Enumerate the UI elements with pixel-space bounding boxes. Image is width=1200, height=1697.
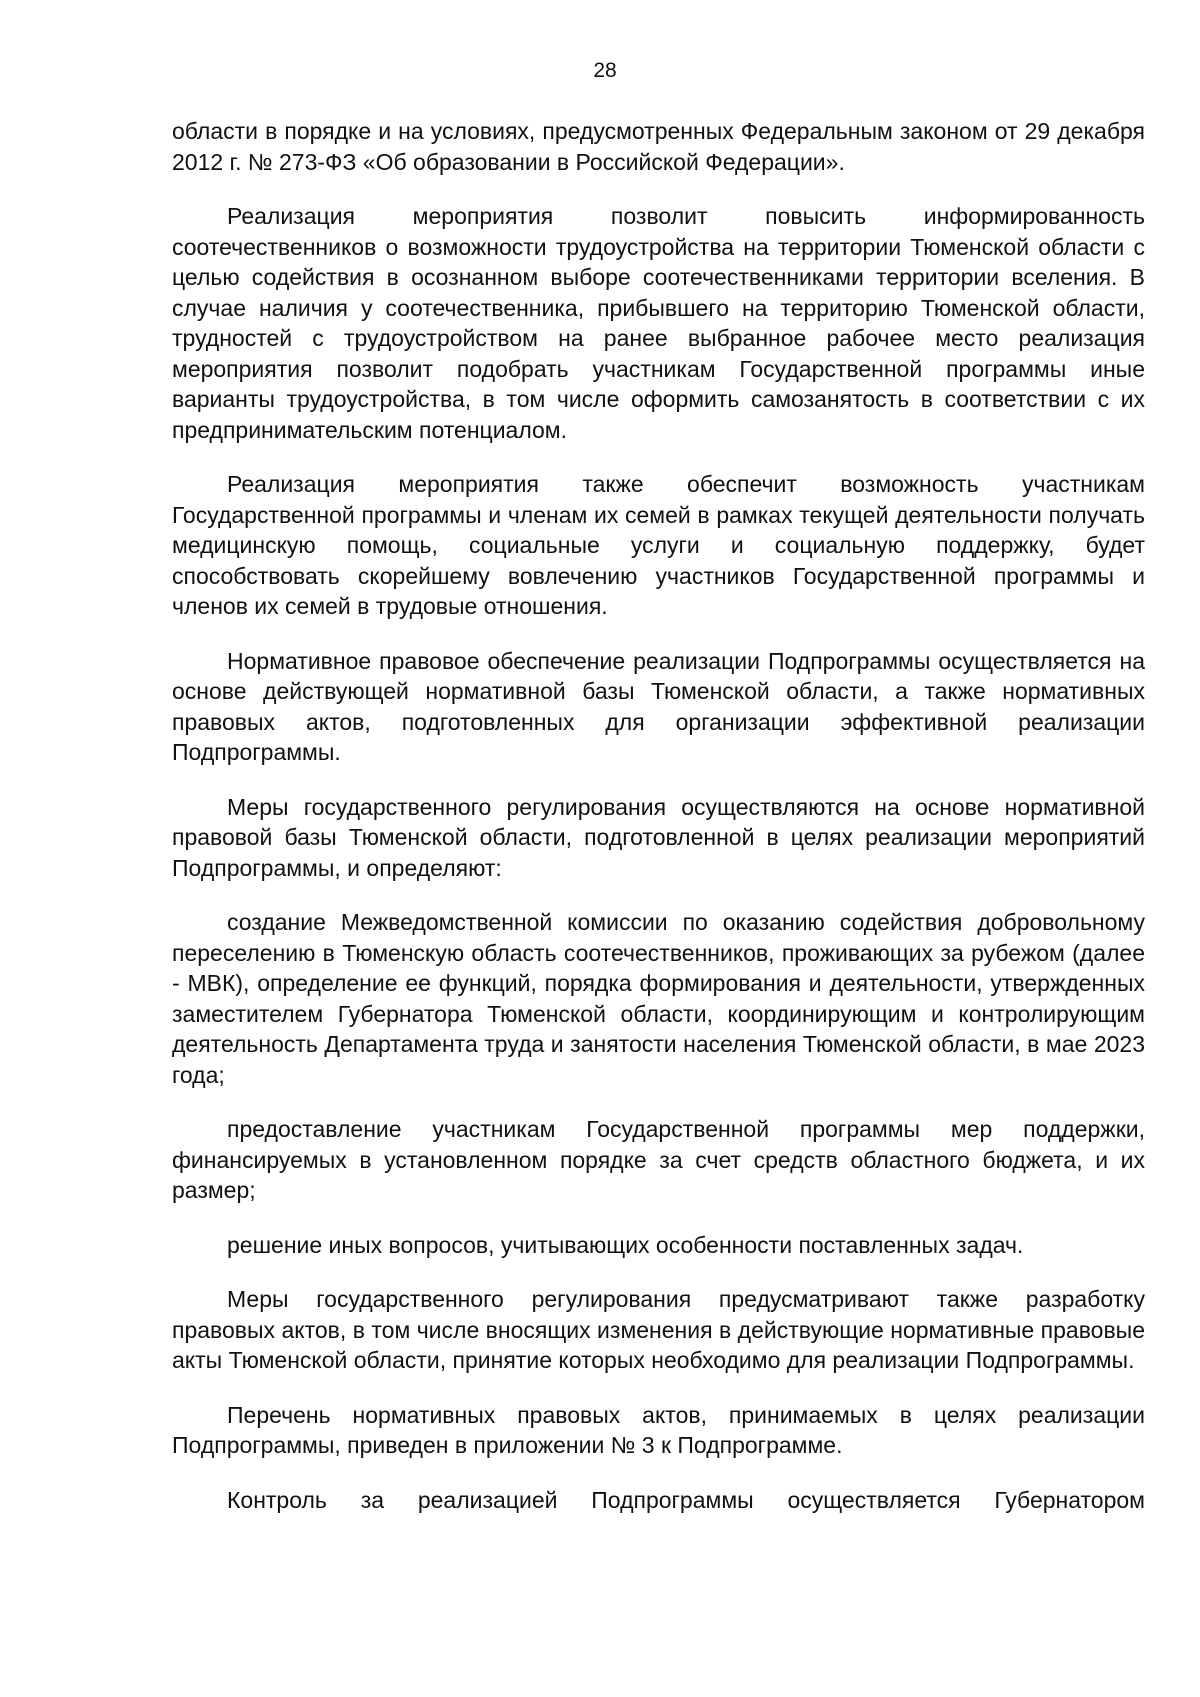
paragraph-2: Реализация мероприятия позволит повысить информированность соотечественников о возможности трудоустройства на территории Тюменской области с целью содействия в осознанном выборе соотечественниками территории вселения. В случае наличия у соотечественника, прибывшего на территорию Тюменской области, трудностей с трудоустройством на ранее выбранное рабочее место реализация мероприятия позволит подобрать участникам Государственной программы иные варианты трудоустройства, в том числе оформить самозанятость в соответствии с их предпринимательским потенциалом. — [172, 203, 1145, 443]
paragraph-7: предоставление участникам Государственной программы мер поддержки, финансируемых в установленном порядке за счет средств областного бюджета, и их размер; — [172, 1116, 1145, 1203]
paragraph-9: Меры государственного регулирования предусматривают также разработку правовых актов, в том числе вносящих изменения в действующие нормативные правовые акты Тюменской области, принятие которых необходимо для реализации Подпрограммы. — [172, 1286, 1145, 1373]
document-body — [172, 116, 1145, 1539]
paragraph-11: Контроль за реализацией Подпрограммы осуществляется Губернатором — [227, 1486, 1145, 1513]
paragraph-1: области в порядке и на условиях, предусмотренных Федеральным законом от 29 декабря 2012 г. № 273-ФЗ «Об образовании в Российской Федерации». — [172, 118, 1145, 175]
paragraph-6: создание Межведомственной комиссии по оказанию содействия добровольному переселению в Тюменскую область соотечественников, проживающих за рубежом (далее - МВК), определение ее функций, порядка формирования и деятельности, утвержденных заместителем Губернатора Тюменской области, координирующим и контролирующим деятельность Департамента труда и занятости населения Тюменской области, в мае 2023 года; — [172, 909, 1145, 1088]
paragraph-4: Нормативное правовое обеспечение реализации Подпрограммы осуществляется на основе действующей нормативной базы Тюменской области, а также нормативных правовых актов, подготовленных для организации эффективной реализации Подпрограммы. — [172, 647, 1145, 765]
paragraph-3: Реализация мероприятия также обеспечит возможность участникам Государственной программы и членам их семей в рамках текущей деятельности получать медицинскую помощь, социальные услуги и социальную поддержку, будет способствовать скорейшему вовлечению участников Государственной программы и членов их семей в трудовые отношения. — [172, 471, 1145, 619]
paragraph-5: Меры государственного регулирования осуществляются на основе нормативной правовой базы Тюменской области, подготовленной в целях реализации мероприятий Подпрограммы, и определяют: — [172, 793, 1145, 881]
page-number: 28 — [593, 59, 617, 82]
paragraph-10: Перечень нормативных правовых актов, принимаемых в целях реализации Подпрограммы, приведен в приложении № 3 к Подпрограмме. — [172, 1401, 1145, 1458]
paragraph-8: решение иных вопросов, учитывающих особенности поставленных задач. — [227, 1231, 1024, 1258]
